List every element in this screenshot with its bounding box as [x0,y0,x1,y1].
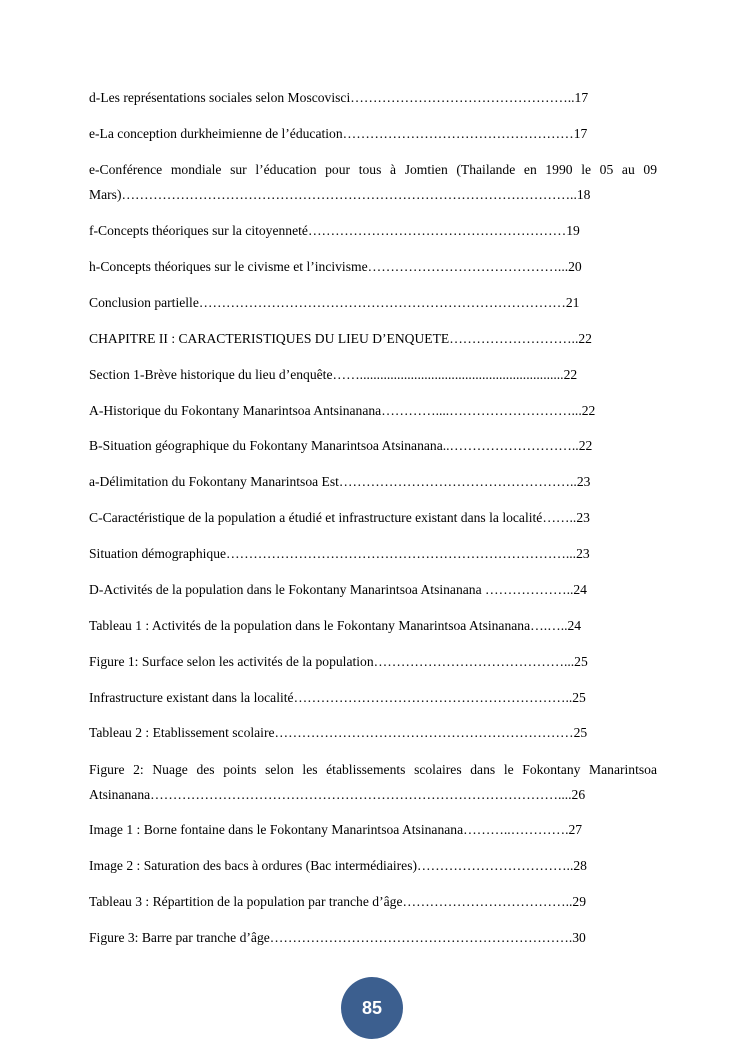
page-number: 85 [361,997,383,1018]
toc-entry: d-Les représentations sociales selon Moscovisci…………………………………………..17 [89,90,589,105]
toc-entry: Atsinanana………………………………………………………………………………....26 [89,787,586,802]
toc-entry: a-Délimitation du Fokontany Manarintsoa Est……………………………………………..23 [89,474,591,489]
toc-entry: Figure 3: Barre par tranche d’âge………………………………………………………….30 [89,930,586,945]
toc-entry: Image 2 : Saturation des bacs à ordures (Bac intermédiaires)……………………………..28 [89,858,587,873]
toc-entry: Situation démographique…………………………………………………………………...23 [89,546,590,561]
toc-entry: B-Situation géographique du Fokontany Manarintsoa Atsinanana..………………………..22 [89,438,593,453]
toc-entry: e-Conférence mondiale sur l’éducation pour tous à Jomtien (Thailande en 1990 le 05 au 09 [89,162,657,177]
toc-entry: Conclusion partielle………………………………………………………………………21 [89,295,580,310]
toc-entry: f-Concepts théoriques sur la citoyenneté…………………………………………………19 [89,223,580,238]
toc-entry: D-Activités de la population dans le Fokontany Manarintsoa Atsinanana ………………..24 [89,582,587,597]
page-number-badge [341,977,403,1039]
toc-entry: Section 1-Brève historique du lieu d’enquête……............................................................22 [89,367,578,382]
toc-entry: A-Historique du Fokontany Manarintsoa Antsinanana…………....………………………...22 [89,403,596,418]
toc-entry: Image 1 : Borne fontaine dans le Fokontany Manarintsoa Atsinanana………..………….27 [89,822,583,837]
toc-entry: e-La conception durkheimienne de l’éducation……………………………………………17 [89,126,588,141]
toc-entry: CHAPITRE II : CARACTERISTIQUES DU LIEU D’ENQUETE………………………..22 [89,331,592,346]
toc-entry: Tableau 2 : Etablissement scolaire…………………………………………………………25 [89,725,588,740]
toc-entry: Mars)………………………………………………………………………………………..18 [89,187,591,202]
toc-entry: Tableau 1 : Activités de la population dans le Fokontany Manarintsoa Atsinanana….…..24 [89,618,582,633]
toc-entry: h-Concepts théoriques sur le civisme et l’incivisme……………………………………...20 [89,259,582,274]
toc-entry: Figure 1: Surface selon les activités de la population……………………………………...25 [89,654,588,669]
toc-entry: Figure 2: Nuage des points selon les établissements scolaires dans le Fokontany Manarintsoa [89,762,657,777]
toc-entry: C-Caractéristique de la population a étudié et infrastructure existant dans la localité……..23 [89,510,590,525]
toc-entry: Tableau 3 : Répartition de la population par tranche d’âge………………………………..29 [89,894,586,909]
toc-entry: Infrastructure existant dans la localité……………………………………………………..25 [89,690,586,705]
